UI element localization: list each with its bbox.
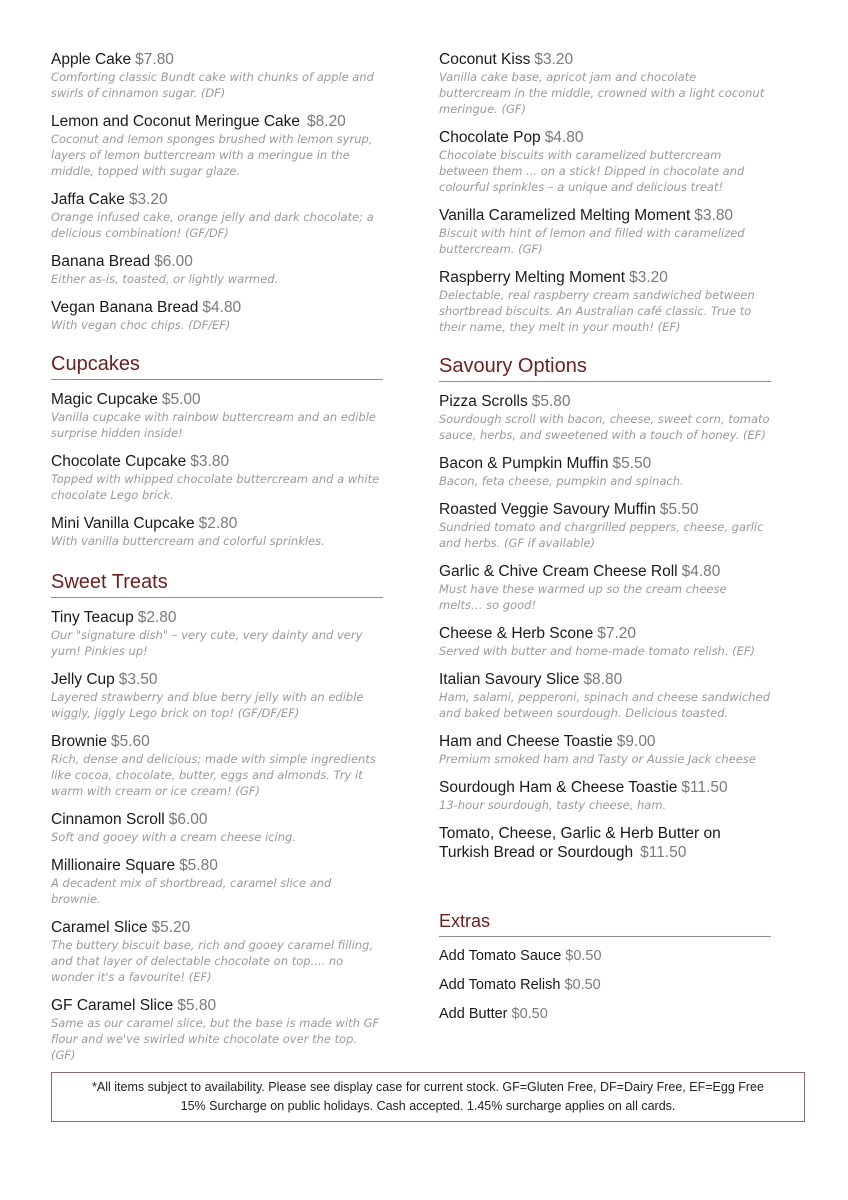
menu-item: [439, 670, 771, 721]
item-name: Roasted Veggie Savoury Muffin: [439, 501, 656, 518]
menu-item: [439, 732, 771, 767]
section-title-savoury: Savoury Options: [439, 353, 771, 382]
item-price: $3.20: [534, 51, 574, 68]
menu-item: [51, 996, 383, 1063]
item-description: Same as our caramel slice, but the base is made with GF flour and we've swirled white chocolate over the top. (GF): [51, 1016, 380, 1062]
item-price: $7.80: [135, 51, 174, 68]
item-name: Jelly Cup: [51, 671, 115, 688]
item-price: $5.80: [179, 857, 218, 874]
menu-item: [439, 562, 771, 613]
menu-item: [51, 298, 383, 333]
item-name: Lemon and Coconut Meringue Cake: [51, 113, 301, 130]
item-price: $6.00: [154, 253, 193, 270]
item-name: Cheese & Herb Scone: [439, 625, 594, 642]
sweet-treats-list: [51, 608, 383, 1063]
item-name: Add Butter: [439, 1006, 508, 1022]
item-description: Topped with whipped chocolate buttercream and a white chocolate Lego brick.: [51, 472, 380, 502]
item-price: $9.00: [616, 733, 656, 750]
item-name: Mini Vanilla Cupcake: [51, 515, 195, 532]
item-name: Caramel Slice: [51, 919, 148, 936]
item-price: $5.80: [531, 393, 571, 410]
item-name: Chocolate Pop: [439, 129, 541, 146]
menu-item: [439, 50, 771, 117]
item-description: Sundried tomato and chargrilled peppers, cheese, garlic and herbs. (GF if available): [439, 520, 764, 550]
item-price: $4.80: [544, 129, 584, 146]
item-name: Italian Savoury Slice: [439, 671, 580, 688]
item-name: Chocolate Cupcake: [51, 453, 187, 470]
extra-item: [439, 976, 771, 995]
item-price: $5.80: [177, 997, 217, 1014]
item-description: Coconut and lemon sponges brushed with lemon syrup, layers of lemon buttercream with a meringue in the middle, topped with sugar glaze.: [51, 132, 373, 178]
item-name: Banana Bread: [51, 253, 151, 270]
extra-item: [439, 947, 771, 966]
item-name: Apple Cake: [51, 51, 132, 68]
menu-item: [439, 778, 771, 813]
item-description: 13-hour sourdough, tasty cheese, ham.: [439, 798, 667, 812]
menu-item: [51, 732, 383, 799]
menu-item: [51, 918, 383, 985]
item-description: Soft and gooey with a cream cheese icing.: [51, 830, 296, 844]
item-price: $11.50: [681, 779, 728, 796]
item-price: $5.00: [161, 391, 201, 408]
menu-item: [51, 608, 383, 659]
footer-line-availability: *All items subject to availability. Please see display case for current stock. GF=Gluten Free, DF=Dairy Free, EF=Egg Free: [92, 1080, 764, 1094]
menu-item: [51, 856, 383, 907]
menu-item: [51, 452, 383, 503]
menu-item: [51, 514, 383, 549]
item-name: Tiny Teacup: [51, 609, 134, 626]
item-description: A decadent mix of shortbread, caramel slice and brownie.: [51, 876, 332, 906]
item-price: $0.50: [511, 1006, 548, 1022]
menu-item: [51, 810, 383, 845]
item-name: Millionaire Square: [51, 857, 176, 874]
item-description: The buttery biscuit base, rich and gooey caramel filling, and that layer of delectable chocolate on top.... no wonder it's a favourite! (EF): [51, 938, 374, 984]
item-name: Add Tomato Relish: [439, 977, 561, 993]
menu-item: [51, 190, 383, 241]
item-name: Pizza Scrolls: [439, 393, 528, 410]
item-price: $3.80: [694, 207, 734, 224]
item-price: $3.80: [190, 453, 230, 470]
item-name: Vegan Banana Bread: [51, 299, 199, 316]
item-description: Premium smoked ham and Tasty or Aussie Jack cheese: [439, 752, 756, 766]
item-name: Garlic & Chive Cream Cheese Roll: [439, 563, 678, 580]
item-description: Orange infused cake, orange jelly and dark chocolate; a delicious combination! (GF/DF): [51, 210, 374, 240]
right-column: [439, 50, 771, 1034]
item-description: Our "signature dish" – very cute, very dainty and very yum! Pinkies up!: [51, 628, 363, 658]
item-description: Bacon, feta cheese, pumpkin and spinach.: [439, 474, 684, 488]
menu-item: [439, 206, 771, 257]
menu-item: [51, 670, 383, 721]
item-price: $5.50: [612, 455, 652, 472]
item-name: Vanilla Caramelized Melting Moment: [439, 207, 691, 224]
item-price: $3.50: [118, 671, 158, 688]
left-column: [51, 50, 383, 1074]
item-description: Ham, salami, pepperoni, spinach and cheese sandwiched and baked between sourdough. Delicious toasted.: [439, 690, 770, 720]
item-name: Sourdough Ham & Cheese Toastie: [439, 779, 678, 796]
item-description: Vanilla cupcake with rainbow buttercream and an edible surprise hidden inside!: [51, 410, 376, 440]
footer-notice: [51, 1072, 805, 1122]
menu-item: [439, 128, 771, 195]
item-name: Tomato, Cheese, Garlic & Herb Butter on Turkish Bread or Sourdough: [439, 825, 721, 861]
menu-item: [51, 50, 383, 101]
section-title-sweet-treats: Sweet Treats: [51, 569, 383, 598]
item-price: $5.20: [151, 919, 191, 936]
menu-item: [51, 112, 383, 179]
item-name: Raspberry Melting Moment: [439, 269, 626, 286]
cupcakes-list: [51, 390, 383, 549]
item-description: Comforting classic Bundt cake with chunks of apple and swirls of cinnamon sugar. (DF): [51, 70, 374, 100]
item-price: $2.80: [137, 609, 177, 626]
item-description: Delectable, real raspberry cream sandwiched between shortbread biscuits. An Australian café classic. True to their name, they melt in your mouth! (EF): [439, 288, 755, 334]
item-description: Vanilla cake base, apricot jam and chocolate buttercream in the middle, crowned with a light coconut meringue. (GF): [439, 70, 765, 116]
item-description: Must have these warmed up so the cream cheese melts… so good!: [439, 582, 727, 612]
item-price: $4.80: [681, 563, 721, 580]
section-title-cupcakes: Cupcakes: [51, 351, 383, 380]
item-description: Biscuit with hint of lemon and filled with caramelized buttercream. (GF): [439, 226, 745, 256]
savoury-list: [439, 392, 771, 862]
item-name: Cinnamon Scroll: [51, 811, 165, 828]
item-name: Jaffa Cake: [51, 191, 125, 208]
biscuits-list: [439, 50, 771, 335]
item-price: $0.50: [565, 948, 602, 964]
item-name: Magic Cupcake: [51, 391, 158, 408]
item-price: $3.20: [128, 191, 168, 208]
cakes-list: [51, 50, 383, 333]
item-price: $7.20: [597, 625, 637, 642]
item-name: Brownie: [51, 733, 107, 750]
item-description: Sourdough scroll with bacon, cheese, sweet corn, tomato sauce, herbs, and sweetened with a touch of honey. (EF): [439, 412, 770, 442]
item-price: $8.20: [307, 113, 346, 130]
item-description: Chocolate biscuits with caramelized buttercream between them ... on a stick! Dipped in chocolate and colourful sprinkles – a unique and delicious treat!: [439, 148, 745, 194]
menu-item: [439, 392, 771, 443]
item-price: $5.60: [111, 733, 150, 750]
item-description: Either as-is, toasted, or lightly warmed.: [51, 272, 279, 286]
item-description: With vegan choc chips. (DF/EF): [51, 318, 231, 332]
menu-item: [439, 824, 749, 862]
item-price: $4.80: [202, 299, 242, 316]
item-name: Bacon & Pumpkin Muffin: [439, 455, 609, 472]
item-description: Rich, dense and delicious; made with simple ingredients like cocoa, chocolate, butter, eggs and almonds. Try it warm with cream or ice cream! (GF): [51, 752, 376, 798]
item-name: Ham and Cheese Toastie: [439, 733, 613, 750]
menu-item: [439, 454, 771, 489]
item-name: Add Tomato Sauce: [439, 948, 562, 964]
menu-item: [439, 268, 771, 335]
item-price: $11.50: [640, 844, 687, 861]
item-price: $0.50: [564, 977, 601, 993]
item-price: $2.80: [198, 515, 238, 532]
item-name: Coconut Kiss: [439, 51, 531, 68]
footer-line-surcharge: 15% Surcharge on public holidays. Cash accepted. 1.45% surcharge applies on all cards.: [180, 1099, 676, 1113]
item-description: With vanilla buttercream and colorful sprinkles.: [51, 534, 325, 548]
item-description: Layered strawberry and blue berry jelly with an edible wiggly, jiggly Lego brick on top! (GF/DF/EF): [51, 690, 364, 720]
section-title-extras: Extras: [439, 908, 771, 937]
extra-item: [439, 1005, 771, 1024]
menu-item: [51, 252, 383, 287]
item-price: $5.50: [659, 501, 699, 518]
item-price: $6.00: [168, 811, 208, 828]
menu-item: [51, 390, 383, 441]
menu-item: [439, 624, 771, 659]
item-description: Served with butter and home-made tomato relish. (EF): [439, 644, 756, 658]
extras-list: [439, 947, 771, 1024]
item-price: $3.20: [629, 269, 668, 286]
menu-item: [439, 500, 771, 551]
item-price: $8.80: [583, 671, 623, 688]
item-name: GF Caramel Slice: [51, 997, 174, 1014]
